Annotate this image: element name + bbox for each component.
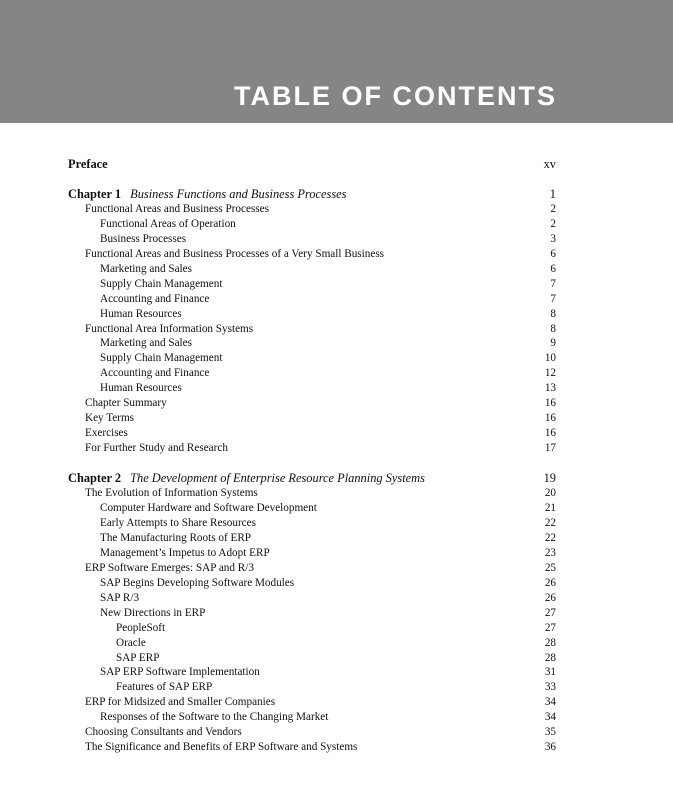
toc-entry <box>68 247 556 262</box>
toc-page-number: 3 <box>550 232 556 245</box>
toc-entry-title: ERP Software Emerges: SAP and R/3 <box>85 561 254 574</box>
toc-page-number: 31 <box>544 666 556 679</box>
toc-entry-title: Features of SAP ERP <box>116 681 213 694</box>
toc-entry <box>68 561 556 576</box>
toc-entry <box>68 651 556 666</box>
toc-entry <box>68 546 556 561</box>
toc-entry-title: Chapter Summary <box>85 397 167 410</box>
toc-entry <box>68 516 556 531</box>
toc-front-matter <box>68 157 556 172</box>
toc-page-number: 16 <box>544 427 556 440</box>
toc-entry-title: The Manufacturing Roots of ERP <box>100 531 252 544</box>
toc-entry-title: Oracle <box>116 636 146 649</box>
toc-entry-title: For Further Study and Research <box>85 442 228 455</box>
toc-page-number: 22 <box>544 516 556 529</box>
toc-page-number: 34 <box>544 696 556 709</box>
toc-page-number: 27 <box>544 606 556 619</box>
toc-entry <box>68 322 556 337</box>
toc-entry-title: Marketing and Sales <box>100 337 192 350</box>
toc-entry <box>68 680 556 695</box>
toc-entry-title: Choosing Consultants and Vendors <box>85 726 242 739</box>
toc-chapter-heading <box>68 187 556 202</box>
page-title: TABLE OF CONTENTS <box>234 81 557 111</box>
toc-entry-title: SAP Begins Developing Software Modules <box>100 576 295 589</box>
toc-page-number: 23 <box>544 546 556 559</box>
toc-entry <box>68 486 556 501</box>
toc-entry <box>68 426 556 441</box>
toc-entry-title: Functional Areas and Business Processes of a Very Small Business <box>85 247 385 260</box>
toc-entry-title: Responses of the Software to the Changing Market <box>100 711 329 724</box>
toc-entry-title: Human Resources <box>100 307 182 320</box>
toc-entry <box>68 307 556 322</box>
toc-entry-title: Supply Chain Management <box>100 277 223 290</box>
toc-entry-title: SAP ERP <box>116 651 160 664</box>
toc-page-number: 35 <box>544 726 556 739</box>
toc-entry <box>68 725 556 740</box>
toc-page-number: 28 <box>544 636 556 649</box>
toc-entry <box>68 351 556 366</box>
toc-page-number: xv <box>543 157 556 171</box>
toc-entry-title: Key Terms <box>85 412 135 425</box>
toc-page-number: 2 <box>550 202 556 215</box>
chapter-title: The Development of Enterprise Resource Planning Systems <box>130 471 425 485</box>
toc-page-number: 9 <box>550 337 556 350</box>
chapter-number: Chapter 2 <box>68 471 122 485</box>
toc-page-number: 25 <box>544 561 556 574</box>
toc-entry <box>68 396 556 411</box>
toc-entry <box>68 217 556 232</box>
toc-entry <box>68 202 556 217</box>
toc-entry-title: SAP R/3 <box>100 591 140 604</box>
toc-entry-title: Exercises <box>85 427 128 440</box>
toc-page-number: 7 <box>550 292 556 305</box>
toc-entry-title: Human Resources <box>100 382 182 395</box>
toc-entry-title: New Directions in ERP <box>100 606 206 619</box>
toc-page-number: 1 <box>549 186 556 201</box>
toc-entry-title: SAP ERP Software Implementation <box>100 666 260 679</box>
toc-entry <box>68 336 556 351</box>
toc-entry <box>68 740 556 755</box>
toc-page-number: 7 <box>550 277 556 290</box>
toc-page-number: 36 <box>544 741 556 754</box>
toc-entry <box>68 232 556 247</box>
toc-entry <box>68 576 556 591</box>
toc-entry-title: Management’s Impetus to Adopt ERP <box>100 546 270 559</box>
toc-entry-title: ERP for Midsized and Smaller Companies <box>85 696 276 709</box>
toc-entry <box>68 606 556 621</box>
toc-entry-title: The Evolution of Information Systems <box>85 487 258 499</box>
toc-entry-title: Functional Area Information Systems <box>85 322 254 335</box>
toc-entry <box>68 710 556 725</box>
toc-page-number: 6 <box>550 247 556 260</box>
toc-entry-title: Supply Chain Management <box>100 352 223 365</box>
toc-chapter-heading <box>68 471 556 486</box>
toc-page-number: 2 <box>550 217 556 230</box>
toc-entry <box>68 621 556 636</box>
toc-page-number: 33 <box>544 681 556 694</box>
toc-page-number: 21 <box>544 501 556 514</box>
toc-entry-title: Functional Areas of Operation <box>100 217 236 230</box>
toc-entry-title: Business Processes <box>100 232 187 245</box>
chapter-number: Chapter 1 <box>68 186 122 201</box>
toc-page-number: 10 <box>544 352 556 365</box>
toc-entry-title: Functional Areas and Business Processes <box>85 202 269 215</box>
toc-entry-title: Accounting and Finance <box>100 367 210 380</box>
toc-page-number: 27 <box>544 621 556 634</box>
toc-entry-title: The Significance and Benefits of ERP Software and Systems <box>85 741 358 754</box>
toc-entry <box>68 411 556 426</box>
toc-entry <box>68 531 556 546</box>
toc-entry <box>68 262 556 277</box>
toc-page-number: 17 <box>544 442 556 455</box>
header-banner <box>0 0 673 123</box>
toc-page-number: 20 <box>544 487 556 499</box>
toc-page-number: 16 <box>544 397 556 410</box>
toc-entry <box>68 292 556 307</box>
chapter-title: Business Functions and Business Processes <box>130 186 347 201</box>
toc-entry-title: PeopleSoft <box>116 621 166 634</box>
toc-entry <box>68 665 556 680</box>
toc-page-number: 19 <box>543 471 556 485</box>
toc-page-number: 22 <box>544 531 556 544</box>
toc-entry-title: Accounting and Finance <box>100 292 210 305</box>
toc-entry <box>68 501 556 516</box>
toc-page-number: 13 <box>544 382 556 395</box>
toc-entry <box>68 441 556 456</box>
toc-entry <box>68 277 556 292</box>
toc-entry <box>68 636 556 651</box>
toc-entry <box>68 366 556 381</box>
toc-entry-title: Preface <box>68 157 108 171</box>
toc-page-number: 26 <box>544 576 556 589</box>
toc-page-number: 8 <box>550 307 556 320</box>
toc-page-number: 28 <box>544 651 556 664</box>
toc-entry-title: Computer Hardware and Software Development <box>100 501 317 514</box>
toc-page-number: 16 <box>544 412 556 425</box>
toc-page-number: 8 <box>550 322 556 335</box>
toc-entry <box>68 591 556 606</box>
toc-entry-title: Early Attempts to Share Resources <box>100 516 256 529</box>
toc-page-number: 6 <box>550 262 556 275</box>
toc-entry <box>68 381 556 396</box>
toc-page-number: 26 <box>544 591 556 604</box>
toc-entry-title: Marketing and Sales <box>100 262 192 275</box>
toc-entry <box>68 695 556 710</box>
toc-page-number: 34 <box>544 711 556 724</box>
toc-page-number: 12 <box>544 367 556 380</box>
